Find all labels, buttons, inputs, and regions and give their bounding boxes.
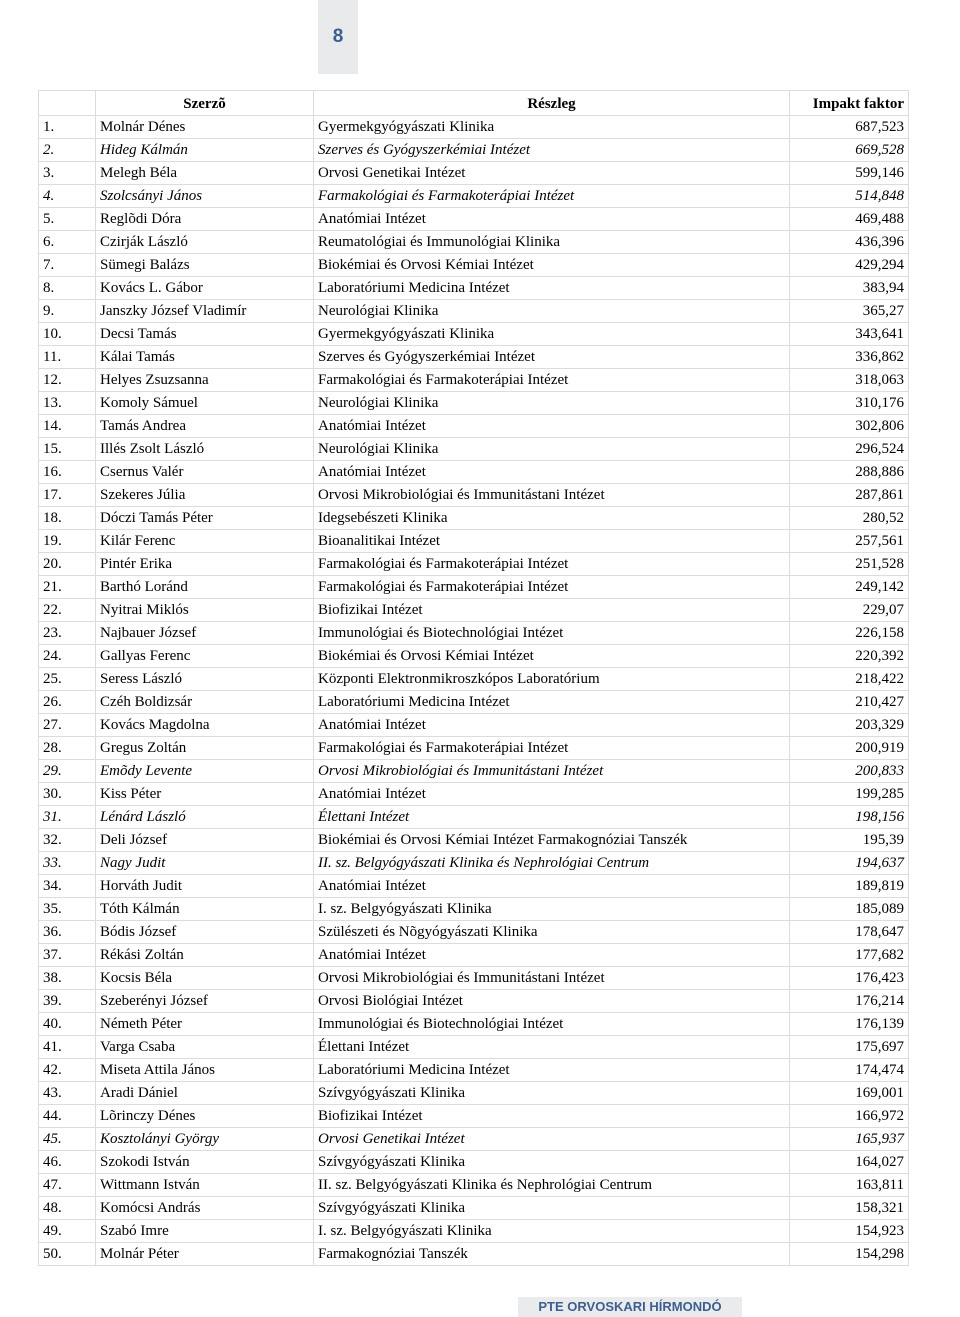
table-row bbox=[39, 323, 909, 346]
impact-factor-cell: 189,819 bbox=[790, 875, 909, 898]
impact-factor-cell: 164,027 bbox=[790, 1151, 909, 1174]
rank-cell: 48. bbox=[39, 1197, 96, 1220]
author-cell: Komócsi András bbox=[96, 1197, 314, 1220]
impact-factor-cell: 163,811 bbox=[790, 1174, 909, 1197]
rank-cell: 28. bbox=[39, 737, 96, 760]
rank-cell: 50. bbox=[39, 1243, 96, 1266]
author-cell: Rékási Zoltán bbox=[96, 944, 314, 967]
table-row bbox=[39, 783, 909, 806]
table-row bbox=[39, 553, 909, 576]
table-row bbox=[39, 300, 909, 323]
rank-cell: 3. bbox=[39, 162, 96, 185]
department-cell: Neurológiai Klinika bbox=[314, 392, 790, 415]
department-cell: Anatómiai Intézet bbox=[314, 783, 790, 806]
table-row bbox=[39, 1036, 909, 1059]
table-row bbox=[39, 254, 909, 277]
impact-factor-cell: 174,474 bbox=[790, 1059, 909, 1082]
impact-factor-cell: 687,523 bbox=[790, 116, 909, 139]
author-cell: Miseta Attila János bbox=[96, 1059, 314, 1082]
impact-factor-cell: 288,886 bbox=[790, 461, 909, 484]
rank-cell: 42. bbox=[39, 1059, 96, 1082]
department-cell: Neurológiai Klinika bbox=[314, 300, 790, 323]
rank-cell: 34. bbox=[39, 875, 96, 898]
impact-factor-cell: 178,647 bbox=[790, 921, 909, 944]
author-cell: Molnár Péter bbox=[96, 1243, 314, 1266]
table-row bbox=[39, 1128, 909, 1151]
department-cell: Laboratóriumi Medicina Intézet bbox=[314, 277, 790, 300]
department-header: Részleg bbox=[314, 91, 790, 116]
department-cell: Anatómiai Intézet bbox=[314, 875, 790, 898]
rank-cell: 15. bbox=[39, 438, 96, 461]
department-cell: Neurológiai Klinika bbox=[314, 438, 790, 461]
department-cell: Szerves és Gyógyszerkémiai Intézet bbox=[314, 346, 790, 369]
author-cell: Helyes Zsuzsanna bbox=[96, 369, 314, 392]
table-row bbox=[39, 990, 909, 1013]
impact-factor-cell: 257,561 bbox=[790, 530, 909, 553]
rank-cell: 32. bbox=[39, 829, 96, 852]
author-cell: Kosztolányi György bbox=[96, 1128, 314, 1151]
impact-factor-cell: 176,214 bbox=[790, 990, 909, 1013]
rank-cell: 38. bbox=[39, 967, 96, 990]
rank-cell: 20. bbox=[39, 553, 96, 576]
impact-factor-cell: 429,294 bbox=[790, 254, 909, 277]
department-cell: Anatómiai Intézet bbox=[314, 208, 790, 231]
table-row bbox=[39, 1243, 909, 1266]
rank-cell: 23. bbox=[39, 622, 96, 645]
department-cell: Gyermekgyógyászati Klinika bbox=[314, 323, 790, 346]
rank-cell: 13. bbox=[39, 392, 96, 415]
department-cell: Szívgyógyászati Klinika bbox=[314, 1082, 790, 1105]
impact-factor-cell: 669,528 bbox=[790, 139, 909, 162]
department-cell: Biokémiai és Orvosi Kémiai Intézet bbox=[314, 254, 790, 277]
table-row bbox=[39, 530, 909, 553]
author-cell: Kocsis Béla bbox=[96, 967, 314, 990]
department-cell: Szülészeti és Nõgyógyászati Klinika bbox=[314, 921, 790, 944]
author-cell: Horváth Judit bbox=[96, 875, 314, 898]
rank-cell: 19. bbox=[39, 530, 96, 553]
table-row bbox=[39, 1082, 909, 1105]
author-cell: Gregus Zoltán bbox=[96, 737, 314, 760]
table-row bbox=[39, 1197, 909, 1220]
department-cell: Biokémiai és Orvosi Kémiai Intézet bbox=[314, 645, 790, 668]
author-cell: Szolcsányi János bbox=[96, 185, 314, 208]
table-row bbox=[39, 369, 909, 392]
impact-factor-cell: 195,39 bbox=[790, 829, 909, 852]
rank-cell: 39. bbox=[39, 990, 96, 1013]
impact-factor-cell: 175,697 bbox=[790, 1036, 909, 1059]
rank-cell: 49. bbox=[39, 1220, 96, 1243]
rank-header bbox=[39, 91, 96, 116]
table-row bbox=[39, 645, 909, 668]
author-cell: Németh Péter bbox=[96, 1013, 314, 1036]
table-row bbox=[39, 1151, 909, 1174]
author-cell: Deli József bbox=[96, 829, 314, 852]
rank-cell: 12. bbox=[39, 369, 96, 392]
author-cell: Wittmann István bbox=[96, 1174, 314, 1197]
impact-factor-cell: 200,919 bbox=[790, 737, 909, 760]
department-cell: Szerves és Gyógyszerkémiai Intézet bbox=[314, 139, 790, 162]
table-row bbox=[39, 668, 909, 691]
department-cell: I. sz. Belgyógyászati Klinika bbox=[314, 898, 790, 921]
table-row bbox=[39, 185, 909, 208]
rank-cell: 7. bbox=[39, 254, 96, 277]
rank-cell: 41. bbox=[39, 1036, 96, 1059]
impact-factor-cell: 154,923 bbox=[790, 1220, 909, 1243]
table-row bbox=[39, 1220, 909, 1243]
rank-cell: 6. bbox=[39, 231, 96, 254]
table-row bbox=[39, 875, 909, 898]
table-row bbox=[39, 852, 909, 875]
author-cell: Kovács L. Gábor bbox=[96, 277, 314, 300]
impact-factor-cell: 226,158 bbox=[790, 622, 909, 645]
rank-cell: 46. bbox=[39, 1151, 96, 1174]
impact-factor-cell: 436,396 bbox=[790, 231, 909, 254]
department-cell: Laboratóriumi Medicina Intézet bbox=[314, 691, 790, 714]
rank-cell: 37. bbox=[39, 944, 96, 967]
impact-factor-cell: 251,528 bbox=[790, 553, 909, 576]
table-row bbox=[39, 1174, 909, 1197]
author-cell: Kovács Magdolna bbox=[96, 714, 314, 737]
table-row bbox=[39, 898, 909, 921]
rank-cell: 21. bbox=[39, 576, 96, 599]
impact-factor-cell: 599,146 bbox=[790, 162, 909, 185]
impact-factor-cell: 287,861 bbox=[790, 484, 909, 507]
footer-publication-title: PTE ORVOSKARI HÍRMONDÓ bbox=[518, 1297, 742, 1317]
impact-factor-cell: 365,27 bbox=[790, 300, 909, 323]
table-row bbox=[39, 760, 909, 783]
rank-cell: 24. bbox=[39, 645, 96, 668]
table-row bbox=[39, 116, 909, 139]
rank-cell: 18. bbox=[39, 507, 96, 530]
impact-factor-cell: 200,833 bbox=[790, 760, 909, 783]
impact-factor-cell: 229,07 bbox=[790, 599, 909, 622]
impact-factor-cell: 199,285 bbox=[790, 783, 909, 806]
impact-factor-cell: 383,94 bbox=[790, 277, 909, 300]
department-cell: Farmakológiai és Farmakoterápiai Intézet bbox=[314, 737, 790, 760]
impact-factor-cell: 203,329 bbox=[790, 714, 909, 737]
department-cell: Biofizikai Intézet bbox=[314, 599, 790, 622]
rank-cell: 27. bbox=[39, 714, 96, 737]
rank-cell: 35. bbox=[39, 898, 96, 921]
author-cell: Szabó Imre bbox=[96, 1220, 314, 1243]
table-row bbox=[39, 231, 909, 254]
department-cell: Immunológiai és Biotechnológiai Intézet bbox=[314, 1013, 790, 1036]
author-cell: Janszky József Vladimír bbox=[96, 300, 314, 323]
rank-cell: 36. bbox=[39, 921, 96, 944]
table-row bbox=[39, 944, 909, 967]
impact-factor-cell: 280,52 bbox=[790, 507, 909, 530]
table-row bbox=[39, 484, 909, 507]
impact-factor-cell: 218,422 bbox=[790, 668, 909, 691]
department-cell: Gyermekgyógyászati Klinika bbox=[314, 116, 790, 139]
author-cell: Czirják László bbox=[96, 231, 314, 254]
author-cell: Szeberényi József bbox=[96, 990, 314, 1013]
rank-cell: 40. bbox=[39, 1013, 96, 1036]
department-cell: Immunológiai és Biotechnológiai Intézet bbox=[314, 622, 790, 645]
department-cell: Élettani Intézet bbox=[314, 806, 790, 829]
department-cell: Anatómiai Intézet bbox=[314, 461, 790, 484]
table-row bbox=[39, 1059, 909, 1082]
table-row bbox=[39, 921, 909, 944]
rank-cell: 16. bbox=[39, 461, 96, 484]
rank-cell: 8. bbox=[39, 277, 96, 300]
department-cell: II. sz. Belgyógyászati Klinika és Nephrológiai Centrum bbox=[314, 852, 790, 875]
impact-factor-cell: 210,427 bbox=[790, 691, 909, 714]
author-cell: Pintér Erika bbox=[96, 553, 314, 576]
table-row bbox=[39, 967, 909, 990]
author-header: Szerzõ bbox=[96, 91, 314, 116]
impact-factor-cell: 249,142 bbox=[790, 576, 909, 599]
author-cell: Kálai Tamás bbox=[96, 346, 314, 369]
rank-cell: 17. bbox=[39, 484, 96, 507]
rank-cell: 47. bbox=[39, 1174, 96, 1197]
author-cell: Kiss Péter bbox=[96, 783, 314, 806]
author-cell: Seress László bbox=[96, 668, 314, 691]
author-cell: Csernus Valér bbox=[96, 461, 314, 484]
rank-cell: 2. bbox=[39, 139, 96, 162]
author-cell: Varga Csaba bbox=[96, 1036, 314, 1059]
table-row bbox=[39, 507, 909, 530]
rank-cell: 44. bbox=[39, 1105, 96, 1128]
department-cell: Orvosi Mikrobiológiai és Immunitástani Intézet bbox=[314, 760, 790, 783]
table-row bbox=[39, 346, 909, 369]
table-row bbox=[39, 806, 909, 829]
author-cell: Najbauer József bbox=[96, 622, 314, 645]
table-row bbox=[39, 162, 909, 185]
table-row bbox=[39, 1105, 909, 1128]
author-cell: Sümegi Balázs bbox=[96, 254, 314, 277]
author-cell: Nyitrai Miklós bbox=[96, 599, 314, 622]
impact-factor-cell: 220,392 bbox=[790, 645, 909, 668]
table-row bbox=[39, 829, 909, 852]
impact-factor-cell: 185,089 bbox=[790, 898, 909, 921]
impact-factor-cell: 165,937 bbox=[790, 1128, 909, 1151]
rank-cell: 11. bbox=[39, 346, 96, 369]
table-row bbox=[39, 714, 909, 737]
impact-factor-cell: 198,156 bbox=[790, 806, 909, 829]
author-cell: Reglõdi Dóra bbox=[96, 208, 314, 231]
author-cell: Barthó Loránd bbox=[96, 576, 314, 599]
department-cell: Biokémiai és Orvosi Kémiai Intézet Farmakognóziai Tanszék bbox=[314, 829, 790, 852]
author-cell: Kilár Ferenc bbox=[96, 530, 314, 553]
author-cell: Molnár Dénes bbox=[96, 116, 314, 139]
department-cell: Farmakológiai és Farmakoterápiai Intézet bbox=[314, 553, 790, 576]
department-cell: I. sz. Belgyógyászati Klinika bbox=[314, 1220, 790, 1243]
department-cell: Farmakológiai és Farmakoterápiai Intézet bbox=[314, 185, 790, 208]
rank-cell: 26. bbox=[39, 691, 96, 714]
impact-factor-cell: 296,524 bbox=[790, 438, 909, 461]
table-row bbox=[39, 576, 909, 599]
table-body bbox=[39, 116, 909, 1266]
department-cell: Orvosi Genetikai Intézet bbox=[314, 1128, 790, 1151]
department-cell: Anatómiai Intézet bbox=[314, 415, 790, 438]
author-cell: Dóczi Tamás Péter bbox=[96, 507, 314, 530]
department-cell: Farmakológiai és Farmakoterápiai Intézet bbox=[314, 576, 790, 599]
department-cell: Orvosi Mikrobiológiai és Immunitástani Intézet bbox=[314, 484, 790, 507]
table-row bbox=[39, 691, 909, 714]
rank-cell: 43. bbox=[39, 1082, 96, 1105]
impact-factor-header: Impakt faktor bbox=[790, 91, 909, 116]
impact-factor-cell: 176,139 bbox=[790, 1013, 909, 1036]
rank-cell: 4. bbox=[39, 185, 96, 208]
author-cell: Lõrinczy Dénes bbox=[96, 1105, 314, 1128]
department-cell: Központi Elektronmikroszkópos Laboratórium bbox=[314, 668, 790, 691]
author-cell: Illés Zsolt László bbox=[96, 438, 314, 461]
department-cell: II. sz. Belgyógyászati Klinika és Nephrológiai Centrum bbox=[314, 1174, 790, 1197]
rank-cell: 22. bbox=[39, 599, 96, 622]
impact-factor-cell: 176,423 bbox=[790, 967, 909, 990]
impact-factor-cell: 469,488 bbox=[790, 208, 909, 231]
department-cell: Laboratóriumi Medicina Intézet bbox=[314, 1059, 790, 1082]
department-cell: Élettani Intézet bbox=[314, 1036, 790, 1059]
table-row bbox=[39, 461, 909, 484]
table-row bbox=[39, 599, 909, 622]
author-cell: Emõdy Levente bbox=[96, 760, 314, 783]
impact-factor-cell: 310,176 bbox=[790, 392, 909, 415]
impact-factor-cell: 154,298 bbox=[790, 1243, 909, 1266]
author-cell: Gallyas Ferenc bbox=[96, 645, 314, 668]
impact-factor-cell: 514,848 bbox=[790, 185, 909, 208]
impact-factor-cell: 343,641 bbox=[790, 323, 909, 346]
department-cell: Anatómiai Intézet bbox=[314, 714, 790, 737]
author-cell: Bódis József bbox=[96, 921, 314, 944]
page-number: 8 bbox=[318, 0, 358, 74]
table-row bbox=[39, 1013, 909, 1036]
department-cell: Biofizikai Intézet bbox=[314, 1105, 790, 1128]
table-row bbox=[39, 392, 909, 415]
table-row bbox=[39, 415, 909, 438]
rank-cell: 45. bbox=[39, 1128, 96, 1151]
department-cell: Farmakognóziai Tanszék bbox=[314, 1243, 790, 1266]
department-cell: Orvosi Mikrobiológiai és Immunitástani Intézet bbox=[314, 967, 790, 990]
impact-factor-cell: 166,972 bbox=[790, 1105, 909, 1128]
department-cell: Idegsebészeti Klinika bbox=[314, 507, 790, 530]
impact-factor-cell: 318,063 bbox=[790, 369, 909, 392]
author-cell: Tóth Kálmán bbox=[96, 898, 314, 921]
impact-factor-cell: 302,806 bbox=[790, 415, 909, 438]
rank-cell: 25. bbox=[39, 668, 96, 691]
author-cell: Lénárd László bbox=[96, 806, 314, 829]
rank-cell: 29. bbox=[39, 760, 96, 783]
author-cell: Hideg Kálmán bbox=[96, 139, 314, 162]
rank-cell: 30. bbox=[39, 783, 96, 806]
author-cell: Szokodi István bbox=[96, 1151, 314, 1174]
impact-factor-cell: 158,321 bbox=[790, 1197, 909, 1220]
impact-factor-cell: 336,862 bbox=[790, 346, 909, 369]
impact-factor-cell: 169,001 bbox=[790, 1082, 909, 1105]
rank-cell: 31. bbox=[39, 806, 96, 829]
author-cell: Szekeres Júlia bbox=[96, 484, 314, 507]
author-cell: Komoly Sámuel bbox=[96, 392, 314, 415]
impact-factor-cell: 177,682 bbox=[790, 944, 909, 967]
department-cell: Reumatológiai és Immunológiai Klinika bbox=[314, 231, 790, 254]
department-cell: Bioanalitikai Intézet bbox=[314, 530, 790, 553]
table-row bbox=[39, 737, 909, 760]
table-row bbox=[39, 438, 909, 461]
author-cell: Nagy Judit bbox=[96, 852, 314, 875]
table-row bbox=[39, 208, 909, 231]
author-cell: Decsi Tamás bbox=[96, 323, 314, 346]
rank-cell: 14. bbox=[39, 415, 96, 438]
rank-cell: 5. bbox=[39, 208, 96, 231]
department-cell: Szívgyógyászati Klinika bbox=[314, 1151, 790, 1174]
table-header-row bbox=[39, 91, 909, 116]
impact-factor-cell: 194,637 bbox=[790, 852, 909, 875]
table-row bbox=[39, 277, 909, 300]
rank-cell: 33. bbox=[39, 852, 96, 875]
table-row bbox=[39, 622, 909, 645]
table-row bbox=[39, 139, 909, 162]
impact-factor-table bbox=[38, 90, 909, 1266]
rank-cell: 1. bbox=[39, 116, 96, 139]
author-cell: Tamás Andrea bbox=[96, 415, 314, 438]
department-cell: Farmakológiai és Farmakoterápiai Intézet bbox=[314, 369, 790, 392]
department-cell: Orvosi Biológiai Intézet bbox=[314, 990, 790, 1013]
author-cell: Melegh Béla bbox=[96, 162, 314, 185]
department-cell: Orvosi Genetikai Intézet bbox=[314, 162, 790, 185]
author-cell: Aradi Dániel bbox=[96, 1082, 314, 1105]
department-cell: Anatómiai Intézet bbox=[314, 944, 790, 967]
department-cell: Szívgyógyászati Klinika bbox=[314, 1197, 790, 1220]
rank-cell: 10. bbox=[39, 323, 96, 346]
rank-cell: 9. bbox=[39, 300, 96, 323]
author-cell: Czéh Boldizsár bbox=[96, 691, 314, 714]
